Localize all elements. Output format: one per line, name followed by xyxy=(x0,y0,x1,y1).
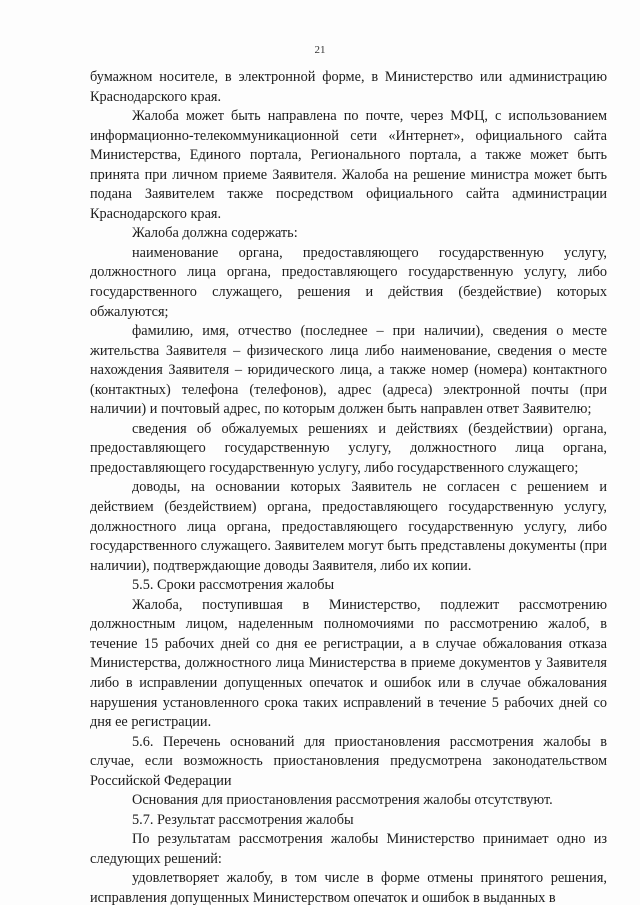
paragraph: наименование органа, предоставляющего государственную услугу, должностного лица органа, предоставляющего государственную услугу, либо государственного служащего, решения и действия (бездействие) которых обжалуются; xyxy=(90,244,607,320)
paragraph: Жалоба должна содержать: xyxy=(132,225,298,242)
paragraph: фамилию, имя, отчество (последнее – при наличии), сведения о месте жительства Заявителя – физического лица либо наименование, сведения о месте нахождения Заявителя – юридического лица, а также номер (номера) контактного (контактных) телефона (телефонов), адрес (адреса) электронной почты (при наличии) и почтовый адрес, по которым должен быть направлен ответ Заявителю; xyxy=(90,323,607,418)
paragraph: Жалоба, поступившая в Министерство, подлежит рассмотрению должностным лицом, наделенным полномочиями по рассмотрению жалоб, в течение 15 рабочих дней со дня ее регистрации, а в случае обжалования отказа Министерства, должностного лица Министерства в приеме документов у Заявителя либо в исправлении допущенных опечаток и ошибок или в случае обжалования нарушения установленного срока таких исправлений в течение 5 рабочих дней со дня ее регистрации. xyxy=(90,596,607,731)
paragraph: доводы, на основании которых Заявитель не согласен с решением и действием (бездействием) органа, предоставляющего государственную услугу, должностного лица органа, предоставляющего государственную услугу, либо государственного служащего. Заявителем могут быть представлены документы (при наличии), подтверждающие доводы Заявителя, либо их копии. xyxy=(90,479,607,574)
paragraph: 5.7. Результат рассмотрения жалобы xyxy=(132,811,354,828)
paragraph: Основания для приостановления рассмотрения жалобы отсутствуют. xyxy=(132,792,553,809)
paragraph: По результатам рассмотрения жалобы Министерство принимает одно из следующих решений: xyxy=(90,831,607,867)
paragraph: 5.5. Сроки рассмотрения жалобы xyxy=(132,577,335,594)
paragraph: Жалоба может быть направлена по почте, через МФЦ, с использованием информационно-телекоммуникационной сети «Интернет», официального сайта Министерства, Единого портала, Регионального портала, а также может быть принята при личном приеме Заявителя. Жалоба на решение министра может быть подана Заявителем также посредством официального сайта администрации Краснодарского края. xyxy=(90,108,607,222)
page-number: 21 xyxy=(314,44,326,56)
paragraph: удовлетворяет жалобу, в том числе в форме отмены принятого решения, исправления допущенных Министерством опечаток и ошибок в выданных в xyxy=(90,870,607,906)
document-body xyxy=(90,68,607,909)
paragraph: бумажном носителе, в электронной форме, в Министерство или администрацию Краснодарского края. xyxy=(90,69,607,105)
paragraph: сведения об обжалуемых решениях и действиях (бездействии) органа, предоставляющего государственную услугу, должностного лица органа, предоставляющего государственную услугу, либо государственного служащего; xyxy=(90,420,607,476)
paragraph: 5.6. Перечень оснований для приостановления рассмотрения жалобы в случае, если возможность приостановления предусмотрена законодательством Российской Федерации xyxy=(90,733,607,789)
